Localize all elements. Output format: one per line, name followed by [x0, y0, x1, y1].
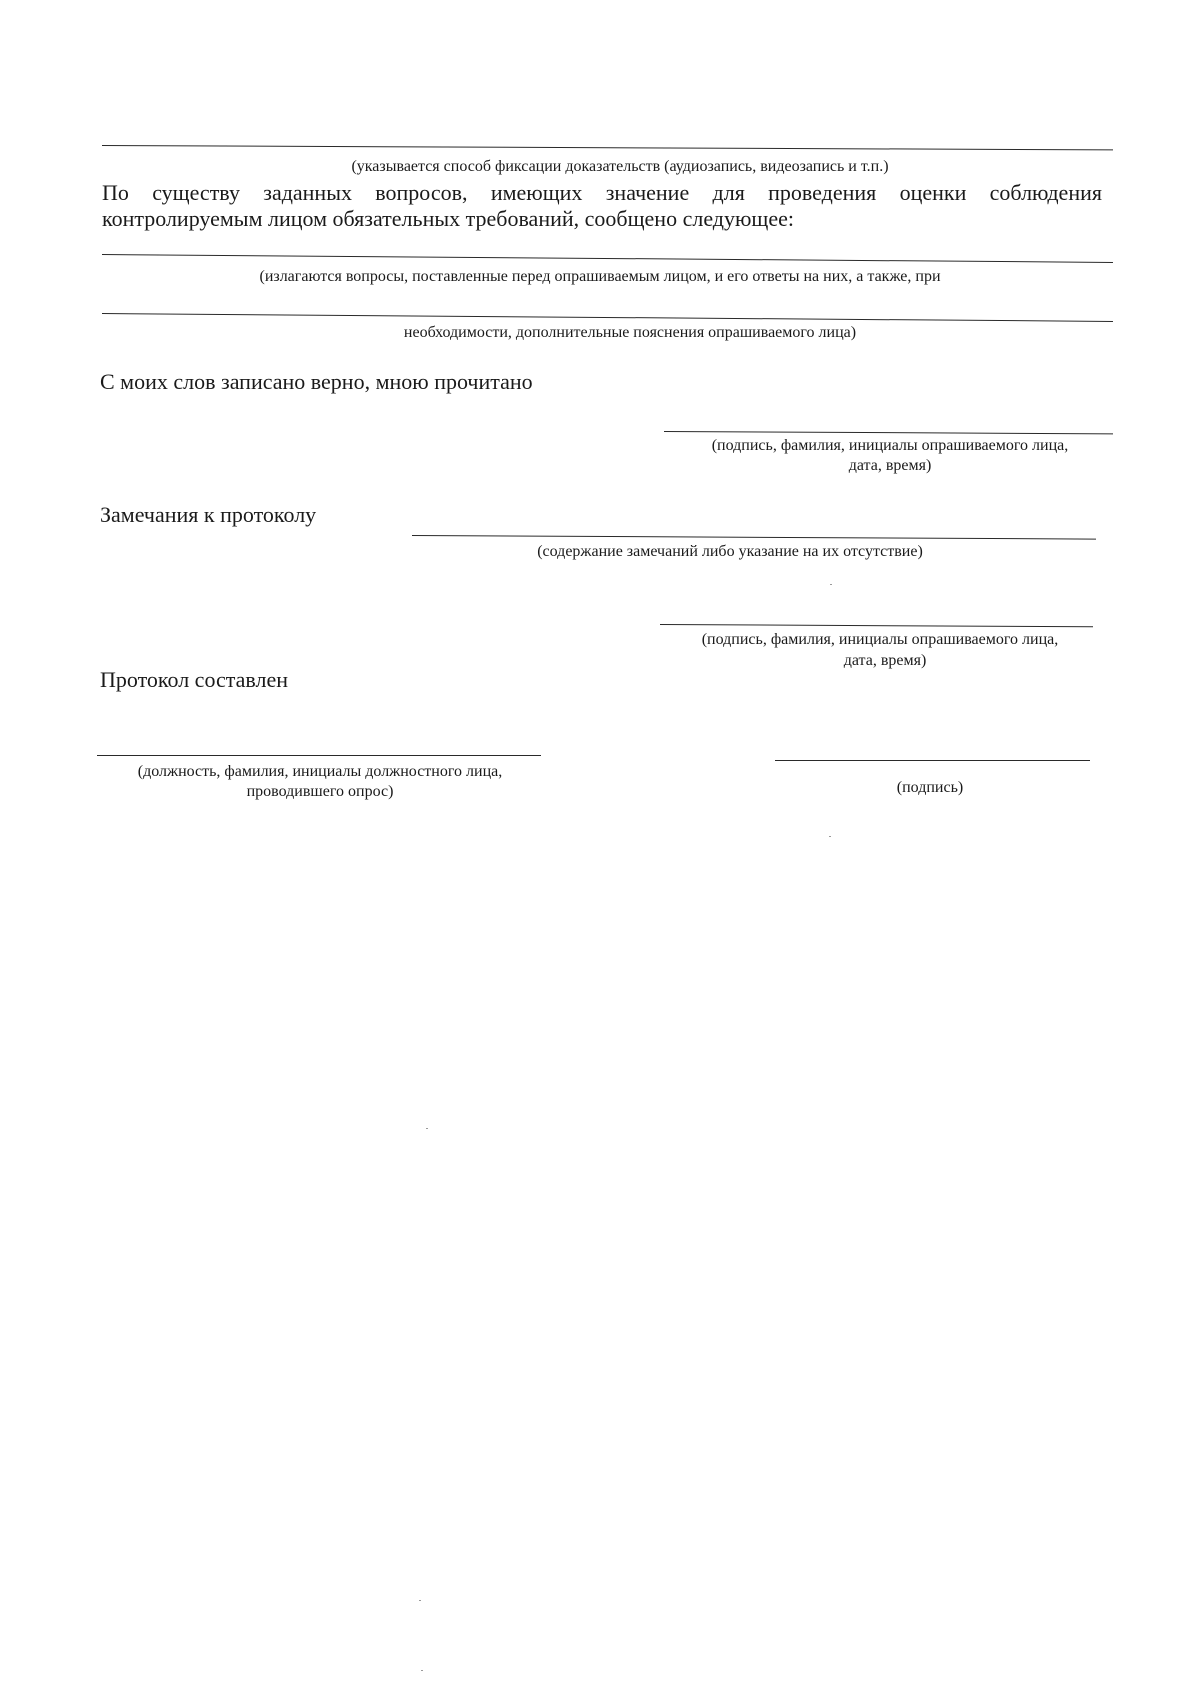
compiled-label: Протокол составлен: [100, 667, 289, 692]
remarks-signature-line[interactable]: [660, 624, 1093, 627]
answers-intro-line-1: По существу заданных вопросов, имеющих значение для проведения оценки соблюдения: [102, 180, 1102, 205]
confirmation-text: С моих слов записано верно, мною прочитано: [100, 369, 533, 394]
remarks-signature-caption-line-2: дата, время): [843, 652, 927, 669]
confirmation-signature-caption-line-1: (подпись, фамилия, инициалы опрашиваемого лица,: [711, 437, 1069, 454]
official-caption-line-2: проводившего опрос): [246, 783, 394, 800]
official-caption-line-1: (должность, фамилия, инициалы должностного лица,: [137, 763, 503, 780]
official-signature-line[interactable]: [775, 760, 1090, 761]
evidence-method-line[interactable]: [102, 145, 1113, 150]
scan-speck: [419, 1600, 421, 1601]
answers-intro-line-2: контролируемым лицом обязательных требований, сообщено следующее:: [102, 206, 795, 231]
remarks-line[interactable]: [412, 535, 1096, 540]
evidence-method-caption: (указывается способ фиксации доказательств (аудиозапись, видеозапись и т.п.): [351, 158, 889, 175]
scan-speck: [830, 584, 832, 585]
answers-line-2[interactable]: [102, 313, 1113, 322]
confirmation-signature-caption-line-2: дата, время): [848, 457, 932, 474]
answers-caption-line-1: (излагаются вопросы, поставленные перед опрашиваемым лицом, и его ответы на них, а также, при: [259, 268, 941, 285]
scan-speck: [829, 836, 831, 837]
remarks-caption: (содержание замечаний либо указание на их отсутствие): [537, 543, 923, 560]
answers-line-1[interactable]: [102, 254, 1113, 263]
official-name-line[interactable]: [97, 755, 541, 756]
confirmation-signature-line[interactable]: [664, 431, 1113, 434]
official-signature-caption: (подпись): [896, 779, 964, 796]
scan-speck: [426, 1128, 428, 1129]
scan-speck: [421, 1670, 423, 1671]
answers-caption-line-2: необходимости, дополнительные пояснения опрашиваемого лица): [403, 324, 857, 341]
remarks-label: Замечания к протоколу: [100, 502, 317, 527]
remarks-signature-caption-line-1: (подпись, фамилия, инициалы опрашиваемого лица,: [701, 631, 1059, 648]
